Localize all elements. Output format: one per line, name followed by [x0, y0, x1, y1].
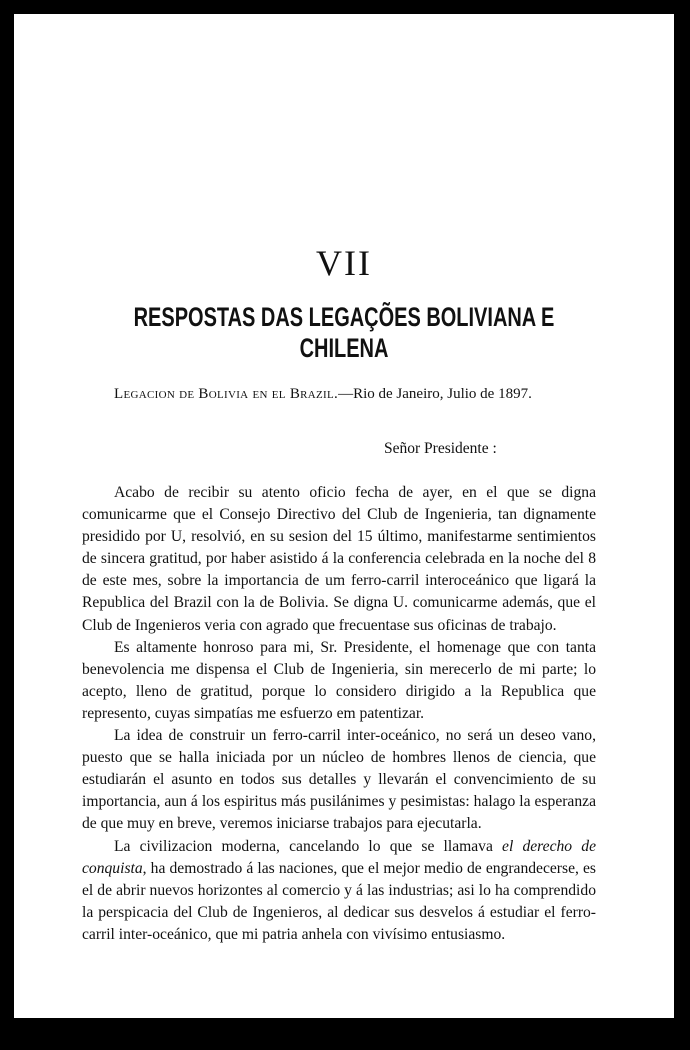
paragraph-1: Acabo de recibir su atento oficio fecha de ayer, en el que se digna comunicarme que el Consejo Directivo del Club de Ingenieria, tan dignamente presidido por U, resolvió, en su sesion del 15 último, manifestarme sentimientos de sincera gratitud, por haber asistido á la conferencia celebrada en la noche del 8 de este mes, sobre la importancia de um ferro-carril interoceánico que ligará la Republica del Brazil con la de Bolivia. Se digna U. comunicarme además, que el Club de Ingenieros veria con agrado que frecuentase sus oficinas de trabajo. — [82, 484, 596, 634]
paragraph-3: La idea de construir un ferro-carril inter-oceánico, no será un deseo vano, puesto que se halla iniciada por un núcleo de hombres llenos de ciencia, que estudiarán el asunto en todos sus detalles y llevarán el convencimiento de su importancia, aun á los espiritus más pusilánimes y pesimistas: halago la esperanza de que muy en breve, veremos iniciarse trabajos para ejecutarla. — [82, 727, 596, 833]
chapter-title: RESPOSTAS DAS LEGAÇÕES BOLIVIANA E CHILENA — [133, 302, 555, 363]
letter-body — [82, 482, 596, 946]
paragraph-2: Es altamente honroso para mi, Sr. Presidente, el homenage que con tanta benevolencia me dispensa el Club de Ingenieria, sin merecerlo de mi parte; lo acepto, lleno de gratitud, porque lo considero dirigido a la Republica que represento, cuyas simpatías me esfuerzo em patentizar. — [82, 638, 596, 722]
document-page — [14, 14, 674, 1018]
salutation: Señor Presidente : — [384, 440, 497, 457]
dateline — [114, 386, 532, 403]
paragraph-4-italic: el derecho de conquista — [82, 837, 596, 877]
paragraph-4 — [82, 836, 596, 946]
dateline-place-date: —Rio de Janeiro, Julio de 1897. — [338, 386, 532, 402]
chapter-number: VII — [316, 243, 372, 283]
dateline-origin: Legacion de Bolivia en el Brazil. — [114, 386, 339, 402]
paragraph-4-start: La civilizacion moderna, cancelando lo que se llamava — [114, 837, 503, 855]
paragraph-4-end: , ha demostrado á las naciones, que el mejor medio de engrandecerse, es el de abrir nuevos horizontes al comercio y á las industrias; asi lo ha comprendido la perspicacia del Club de Ingenieros, al dedicar sus desvelos á estudiar el ferro-carril inter-oceánico, que mi patria anhela con vivísimo entusiasmo. — [82, 859, 596, 943]
